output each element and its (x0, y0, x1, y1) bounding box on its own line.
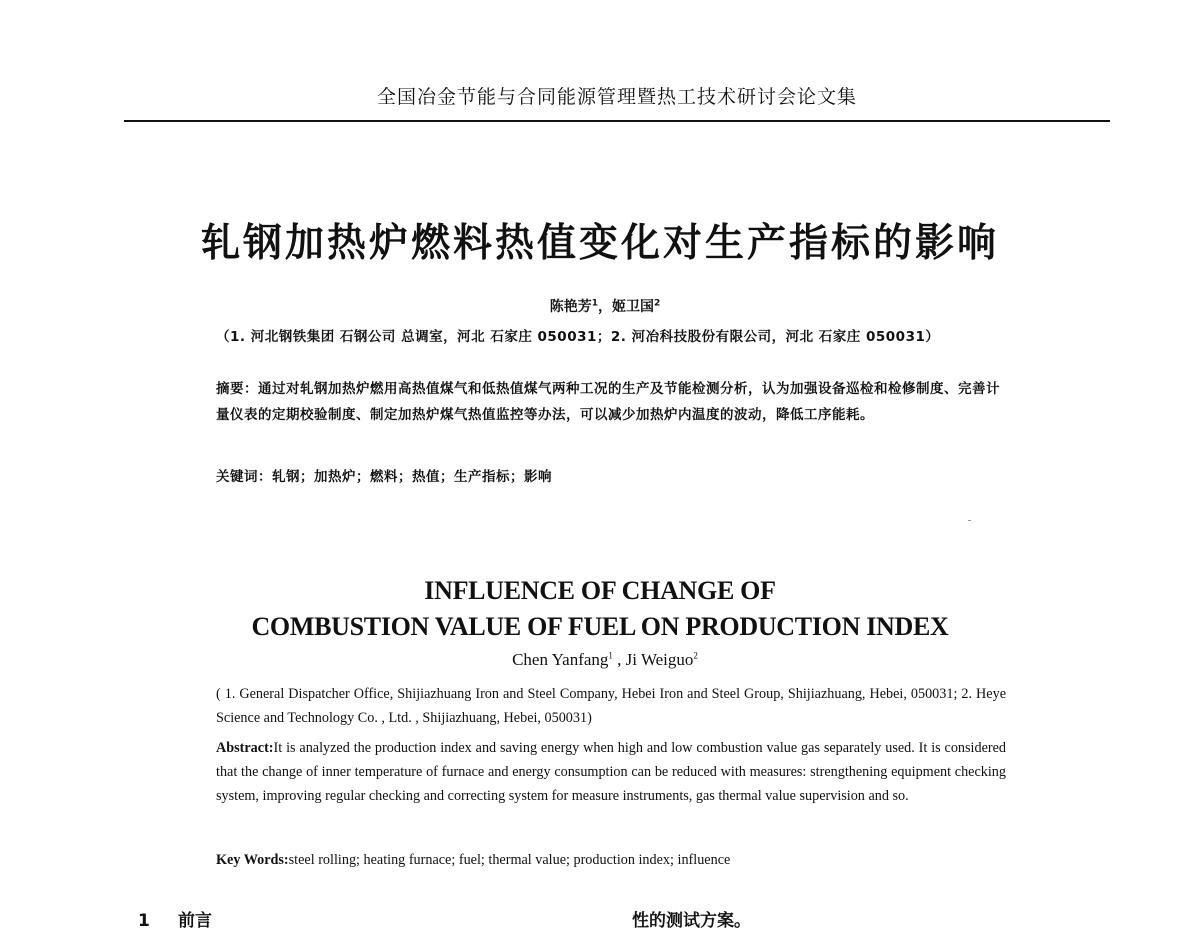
author-1-cn: 陈艳芳 (549, 299, 592, 315)
right-column-text-fragment: 性的测试方案。 (632, 911, 751, 931)
section-heading (138, 906, 212, 931)
chinese-affiliations: （1. 河北钢铁集团 石钢公司 总调室，河北 石家庄 050031；2. 河冶科技股份有限公司，河北 石家庄 050031） (216, 329, 940, 345)
section-number: 1 (138, 911, 150, 931)
english-keywords-label: Key Words: (216, 852, 289, 868)
english-abstract-text: It is analyzed the production index and saving energy when high and low combustion value gas separately used. It is considered that the change of inner temperature of furnace and energy consumption can be reduced with measures: strengthening equipment checking system, improving regular checking and correcting system for measure instruments, gas thermal value supervision and so. (216, 740, 1006, 804)
author-1-mark-cn: 1 (591, 298, 598, 309)
english-affiliations: ( 1. General Dispatcher Office, Shijiazhuang Iron and Steel Company, Hebei Iron and Steel Group, Shijiazhuang, Hebei, 050031; 2. Heye Science and Technology Co. , Ltd. , Shijiazhuang, Hebei, 050031) (216, 686, 1006, 726)
english-title-line-2: COMBUSTION VALUE OF FUEL ON PRODUCTION INDEX (251, 612, 949, 641)
chinese-keywords (216, 464, 1001, 490)
chinese-abstract-text: 通过对轧钢加热炉燃用高热值煤气和低热值煤气两种工况的生产及节能检测分析，认为加强设备巡检和检修制度、完善计量仪表的定期校验制度、制定加热炉煤气热值监控等办法，可以减少加热炉内温度的波动，降低工序能耗。 (216, 381, 1000, 423)
chinese-abstract-label: 摘要： (216, 381, 258, 397)
english-keywords-text: steel rolling; heating furnace; fuel; thermal value; production index; influence (288, 852, 731, 868)
author-1-en: Chen Yanfang (512, 650, 609, 669)
chinese-keywords-text: 轧钢；加热炉；燃料；热值；生产指标；影响 (272, 469, 552, 485)
chinese-keywords-label: 关键词： (216, 469, 272, 485)
author-separator-en: , (612, 650, 626, 669)
running-header: 全国冶金节能与合同能源管理暨热工技术研讨会论文集 (124, 82, 1110, 122)
section-title: 前言 (178, 911, 212, 931)
english-authors (400, 650, 810, 670)
author-1-mark-en: 1 (608, 650, 613, 661)
chinese-title: 轧钢加热炉燃料热值变化对生产指标的影响 (200, 221, 999, 266)
chinese-authors (400, 296, 810, 316)
author-2-en: Ji Weiguo (625, 650, 694, 669)
author-2-cn: 姬卫国 (612, 299, 654, 315)
scan-speck (968, 520, 971, 521)
english-abstract-label: Abstract: (216, 740, 274, 756)
english-title-line-1: INFLUENCE OF CHANGE OF (424, 576, 776, 605)
chinese-abstract (216, 376, 1001, 428)
author-2-mark-en: 2 (693, 650, 698, 661)
english-keywords (216, 848, 1006, 872)
author-separator-cn: ， (598, 299, 612, 315)
author-2-mark-cn: 2 (654, 298, 661, 309)
english-abstract (216, 736, 1006, 808)
